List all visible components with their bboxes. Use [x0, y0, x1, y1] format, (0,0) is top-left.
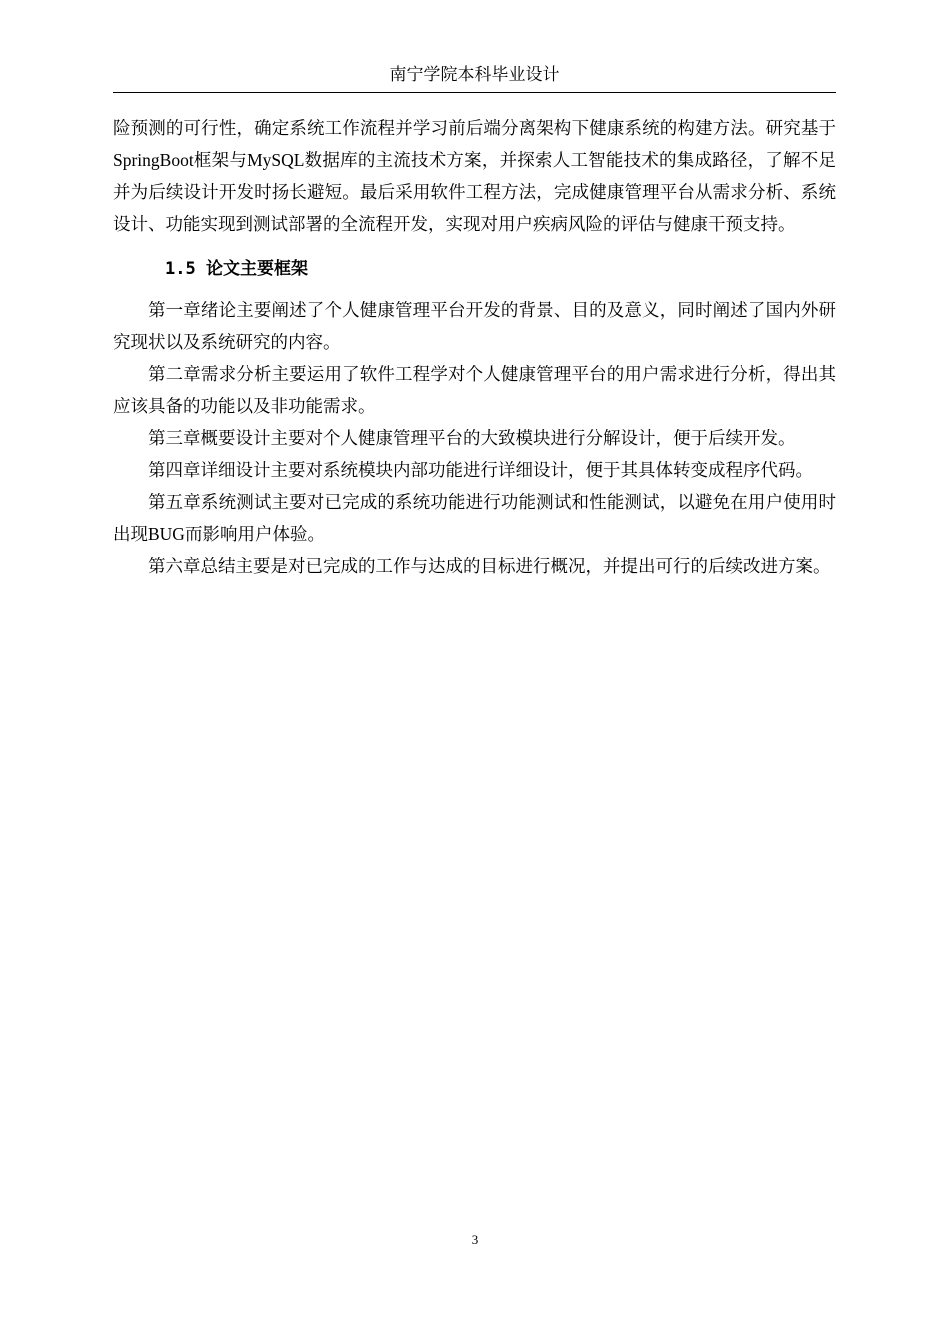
- paragraph-chapter-2: 第二章需求分析主要运用了软件工程学对个人健康管理平台的用户需求进行分析，得出其应该具备的功能以及非功能需求。: [113, 364, 836, 416]
- paragraph-chapter-5: 第五章系统测试主要对已完成的系统功能进行功能测试和性能测试，以避免在用户使用时出现BUG而影响用户体验。: [113, 492, 836, 544]
- paragraph-chapter-1: 第一章绪论主要阐述了个人健康管理平台开发的背景、目的及意义，同时阐述了国内外研究现状以及系统研究的内容。: [113, 300, 836, 352]
- paragraph-chapter-6: 第六章总结主要是对已完成的工作与达成的目标进行概况，并提出可行的后续改进方案。: [148, 556, 831, 576]
- paragraph-chapter-4: 第四章详细设计主要对系统模块内部功能进行详细设计，便于其具体转变成程序代码。: [148, 460, 813, 480]
- body-content: [113, 112, 836, 582]
- paragraph-chapter-3: 第三章概要设计主要对个人健康管理平台的大致模块进行分解设计，便于后续开发。: [148, 428, 796, 448]
- header-title: 南宁学院本科毕业设计: [389, 65, 560, 84]
- running-header: [113, 62, 836, 93]
- intro-paragraph: 险预测的可行性，确定系统工作流程并学习前后端分离架构下健康系统的构建方法。研究基于SpringBoot框架与MySQL数据库的主流技术方案，并探索人工智能技术的集成路径，了解不足并为后续设计开发时扬长避短。最后采用软件工程方法，完成健康管理平台从需求分析、系统设计、功能实现到测试部署的全流程开发，实现对用户疾病风险的评估与健康干预支持。: [113, 118, 836, 234]
- page-number: 3: [471, 1232, 479, 1247]
- section-heading: 1.5 论文主要框架: [165, 259, 308, 279]
